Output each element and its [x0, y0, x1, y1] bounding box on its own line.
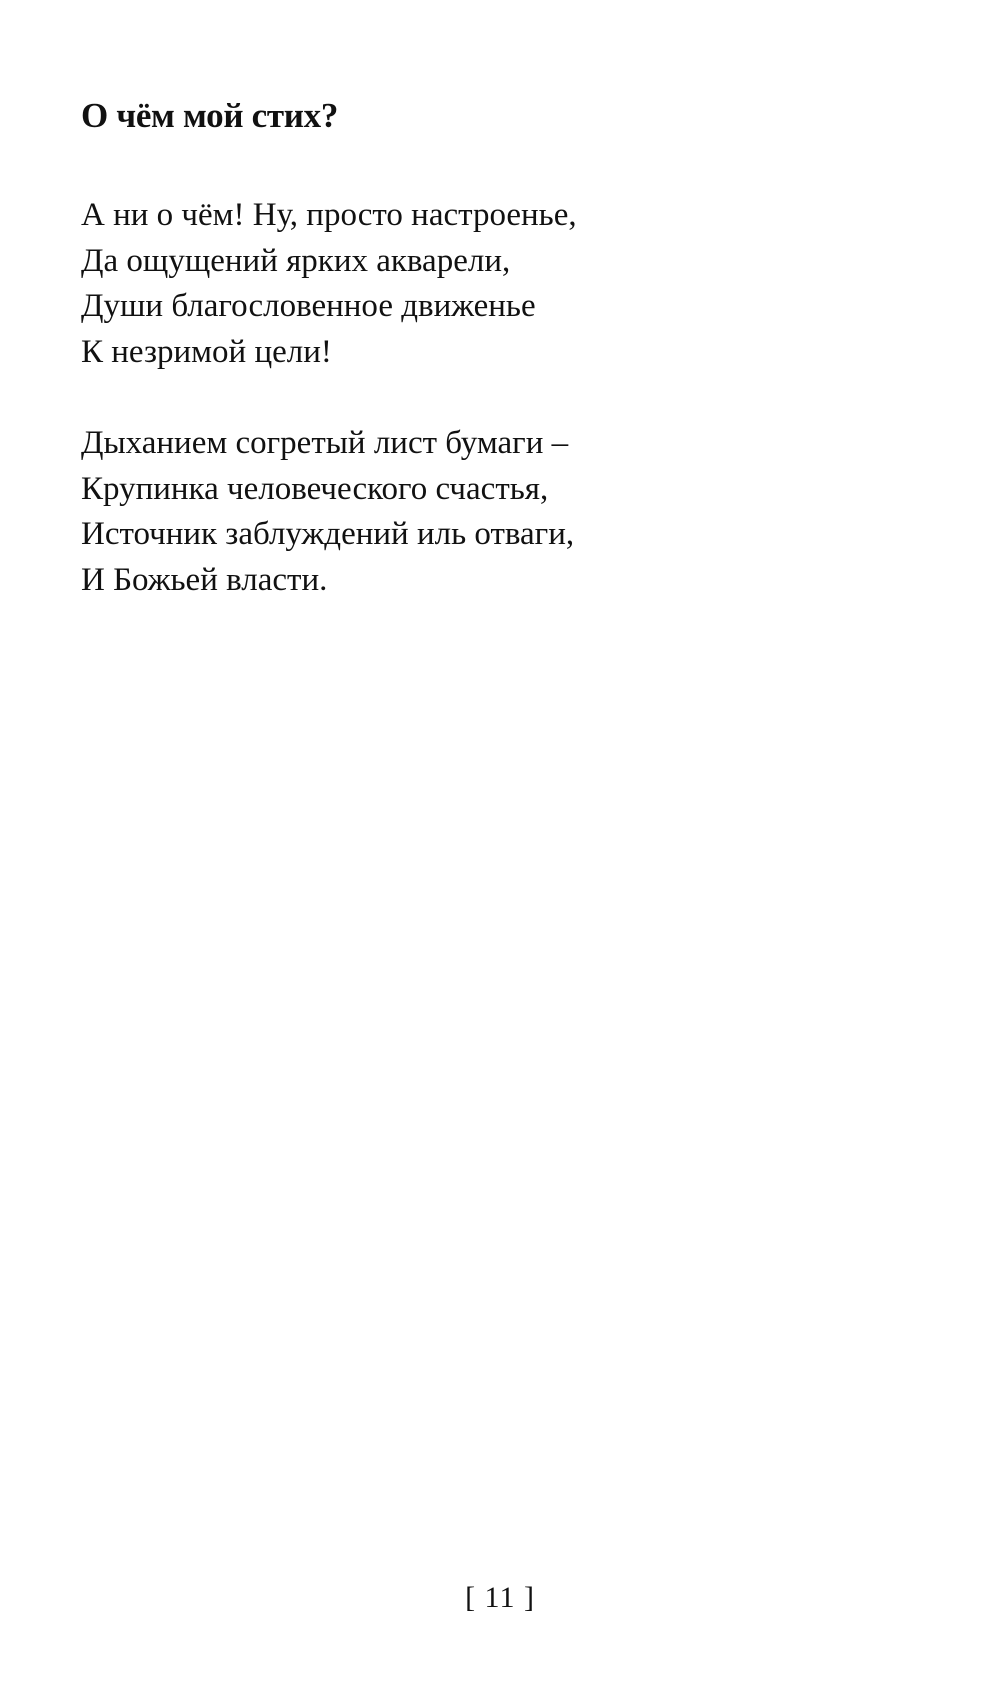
- poem-line: Да ощущений ярких акварели,: [81, 242, 511, 279]
- poem-line: Крупинка человеческого счастья,: [81, 470, 549, 507]
- poem-line: Источник заблуждений иль отваги,: [81, 516, 575, 552]
- stanza-1: [81, 193, 577, 375]
- poem-line: И Божьей власти.: [81, 561, 328, 598]
- poem-line: А ни о чём! Ну, просто настроенье,: [81, 197, 577, 233]
- poem-line: К незримой цели!: [81, 333, 332, 370]
- poem-line: Души благословенное движенье: [81, 288, 536, 324]
- page-number: [ 11 ]: [465, 1581, 535, 1614]
- stanza-2: [81, 421, 574, 603]
- poem-title: О чём мой стих?: [81, 96, 339, 135]
- poem-line: Дыханием согретый лист бумаги –: [81, 425, 569, 461]
